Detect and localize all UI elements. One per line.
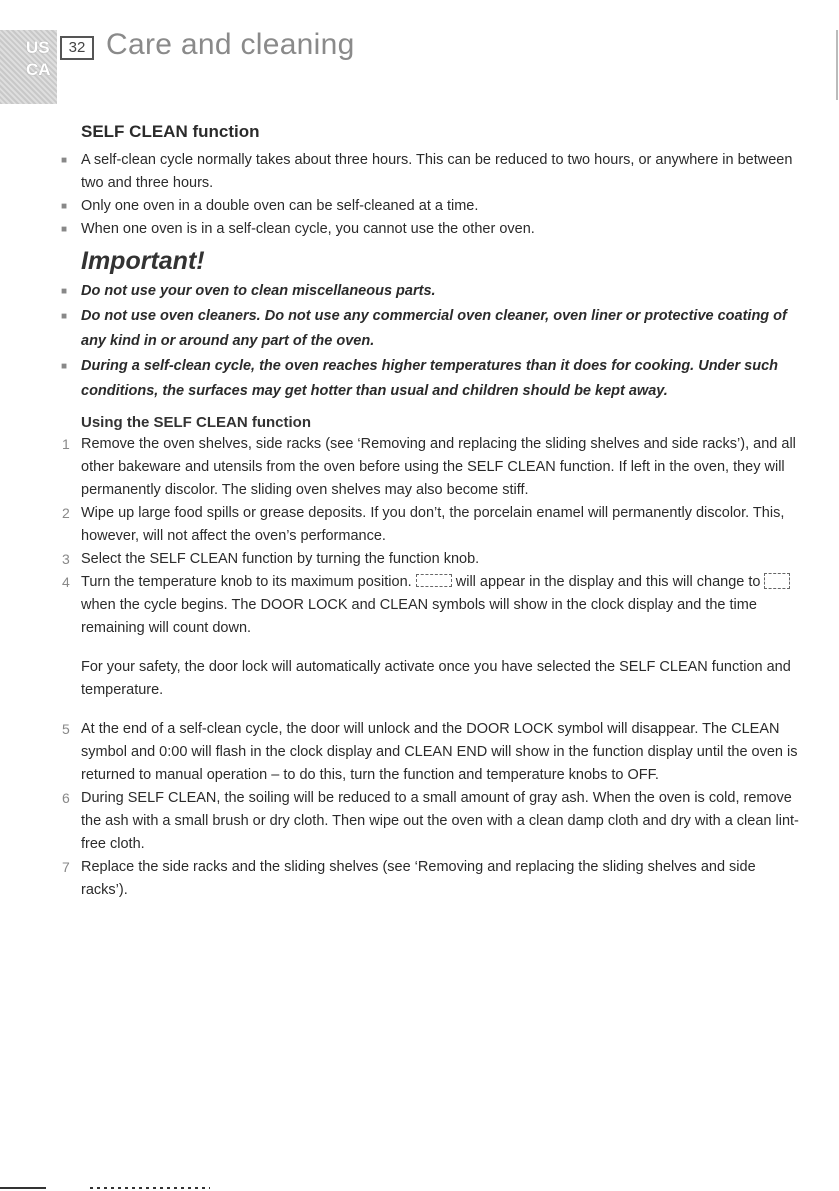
display-segment-icon [416,574,452,587]
footer-marks [90,1187,210,1189]
region-tab [0,30,57,104]
display-blank-icon [764,573,790,589]
list-item: ■ Only one oven in a double oven can be self-cleaned at a time. [61,195,801,218]
footer-rule [0,1187,46,1189]
step-6: 6 During SELF CLEAN, the soiling will be reduced to a small amount of gray ash. When the oven is cold, remove the ash with a small brush or dry cloth. Then wipe out the oven with a clean damp cloth and dry with a clean lint-free cloth. [62,790,799,852]
steps-list [61,433,801,640]
bullet-icon: ■ [61,311,68,322]
bullet-icon: ■ [61,201,68,212]
safety-note: For your safety, the door lock will automatically activate once you have selected the SELF CLEAN function and temperature. [81,659,791,698]
important-heading: Important! [81,247,205,275]
step-5: 5 At the end of a self-clean cycle, the door will unlock and the DOOR LOCK symbol will disappear. The CLEAN symbol and 0:00 will flash in the clock display and CLEAN END will show in the function display until the oven is returned to manual operation – to do this, turn the function and temperature knobs to OFF. [62,721,798,783]
bullet-icon: ■ [61,361,68,372]
steps-list-continued [61,718,801,902]
list-item: ■ When one oven is in a self-clean cycle, you cannot use the other oven. [61,218,801,241]
step-3: 3 Select the SELF CLEAN function by turning the function knob. [62,551,480,567]
edge-rule [836,30,838,100]
page-content [61,122,801,902]
section-heading: SELF CLEAN function [81,122,260,141]
list-item: ■ During a self-clean cycle, the oven reaches higher temperatures than it does for cooking. Under such conditions, the surfaces may get hotter than usual and children should be kept away. [61,354,801,404]
intro-bullet-list [61,149,801,241]
region-label-us: US [26,38,50,57]
page-number: 32 [60,36,94,60]
step-2: 2 Wipe up large food spills or grease deposits. If you don’t, the porcelain enamel will permanently discolor. This, however, will not affect the oven’s performance. [62,505,785,544]
bullet-icon: ■ [61,224,68,235]
region-label-ca: CA [26,60,51,79]
page-title: Care and cleaning [106,28,355,61]
step-4: 4 Turn the temperature knob to its maximum position. will appear in the display and this will change to when the cycle begins. The DOOR LOCK and CLEAN symbols will show in the clock display and the time remaining will count down. [61,571,801,640]
important-bullet-list [61,279,801,404]
bullet-icon: ■ [61,286,68,297]
list-item: ■ A self-clean cycle normally takes about three hours. This can be reduced to two hours, or anywhere in between two and three hours. [61,149,801,195]
bullet-icon: ■ [61,155,68,166]
step-7: 7 Replace the side racks and the sliding shelves (see ‘Removing and replacing the sliding shelves and side racks’). [62,859,756,898]
list-item: ■ Do not use oven cleaners. Do not use any commercial oven cleaner, oven liner or protective coating of any kind in or around any part of the oven. [61,304,801,354]
subsection-heading: Using the SELF CLEAN function [81,414,311,431]
step-1: 1 Remove the oven shelves, side racks (see ‘Removing and replacing the sliding shelves and side racks’), and all other bakeware and utensils from the oven before using the SELF CLEAN function. If left in the oven, they will permanently discolor. The sliding oven shelves may also become stiff. [62,436,796,498]
list-item: ■ Do not use your oven to clean miscellaneous parts. [61,279,801,304]
